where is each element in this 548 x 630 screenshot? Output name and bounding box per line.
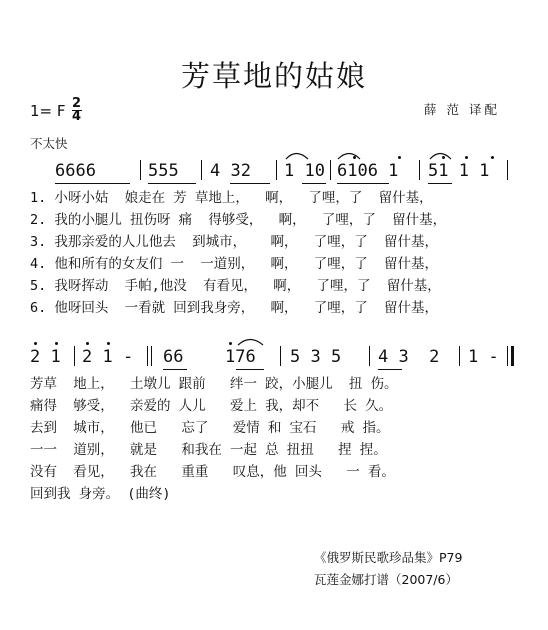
measure: 176: [225, 347, 256, 367]
verse-line: 6. 他呀回头 一看就 回到我身旁， 啊， 了哩，了 留什基，: [30, 300, 439, 316]
slur: [238, 340, 263, 346]
slur-marks: [0, 146, 548, 162]
source-citation: 《俄罗斯民歌珍品集》P79: [314, 550, 463, 565]
tempo-marking: 不太快: [30, 136, 68, 151]
barline: [330, 160, 331, 180]
time-denominator: 4: [71, 109, 82, 124]
verse-line: 5. 我呀挥动 手帕,他没 有看见， 啊， 了哩，了 留什基，: [30, 278, 441, 294]
underline-beam: [337, 183, 389, 184]
final-barline: [507, 346, 508, 366]
verse-line: 去到 城市， 他已 忘了 爱情 和 宝石 戒 指。: [30, 420, 390, 436]
measure: 51 1 1: [428, 161, 490, 181]
verse-line: 痛得 够受， 亲爱的 人儿 爱上 我，却不 长 久。: [30, 398, 393, 414]
underline-beam: [236, 369, 264, 370]
verse-line: 2. 我的小腿儿 扭伤呀 痛 得够受， 啊， 了哩，了 留什基，: [30, 212, 447, 228]
time-numerator: 2: [71, 96, 82, 111]
measure: 1 10: [284, 161, 325, 181]
verse-line: 回到我 身旁。 (曲终): [30, 486, 171, 502]
underline-beam: [148, 183, 196, 184]
barline: [459, 346, 460, 366]
measure: 2 1: [30, 347, 61, 367]
verse-line: 1. 小呀小姑 娘走在 芳 草地上， 啊， 了哩，了 留什基，: [30, 190, 433, 206]
verse-line: 一一 道别， 就是 和我在 一起 总 扭扭 捏 捏。: [30, 442, 387, 458]
measure: 4 32: [210, 161, 251, 181]
measure: 2 1 -: [82, 347, 134, 367]
slur: [430, 154, 451, 160]
slur: [286, 154, 308, 160]
barline: [507, 160, 508, 180]
barline: [140, 160, 141, 180]
measure: 4 3 2: [378, 347, 440, 367]
underline-beam: [378, 369, 402, 370]
underline-beam: [163, 369, 187, 370]
measure: 66: [163, 347, 184, 367]
underline-beam: [55, 183, 130, 184]
verse-line: 4. 他和所有的女友们 一 一道别， 啊， 了哩，了 留什基，: [30, 256, 439, 272]
barline: [74, 346, 75, 366]
arranger-credit: 薛 范 译配: [424, 102, 500, 117]
measure: 555: [148, 161, 179, 181]
barline: [369, 346, 370, 366]
barline: [201, 160, 202, 180]
measure: 5 3 5: [290, 347, 342, 367]
underline-beam: [302, 183, 326, 184]
barline: [151, 346, 152, 366]
measure: 6106 1: [337, 161, 399, 181]
barline: [280, 346, 281, 366]
barline: [147, 346, 148, 366]
slur-marks: [0, 332, 548, 348]
key-time-signature: [30, 98, 82, 123]
time-signature: [72, 98, 82, 123]
measure: 6666: [55, 161, 96, 181]
barline: [276, 160, 277, 180]
key-signature: 1= F: [30, 101, 66, 120]
notation-line-1: [0, 159, 548, 183]
notation-line-2: [0, 345, 548, 369]
verse-line: 没有 看见， 我在 重重 叹息，他 回头 一 看。: [30, 464, 395, 480]
final-barline-thick: [511, 346, 514, 366]
song-title: 芳草地的姑娘: [180, 59, 367, 93]
verse-line: 芳草 地上， 土墩儿 跟前 绊一 跤，小腿儿 扭 伤。: [30, 376, 398, 392]
barline: [419, 160, 420, 180]
verse-line: 3. 我那亲爱的人儿他去 到城市， 啊， 了哩，了 留什基，: [30, 234, 439, 250]
underline-beam: [428, 183, 452, 184]
measure: 1 -: [468, 347, 499, 367]
typist-credit: 瓦莲金娜打谱（2007/6）: [314, 572, 458, 587]
slur: [338, 154, 360, 160]
underline-beam: [230, 183, 270, 184]
